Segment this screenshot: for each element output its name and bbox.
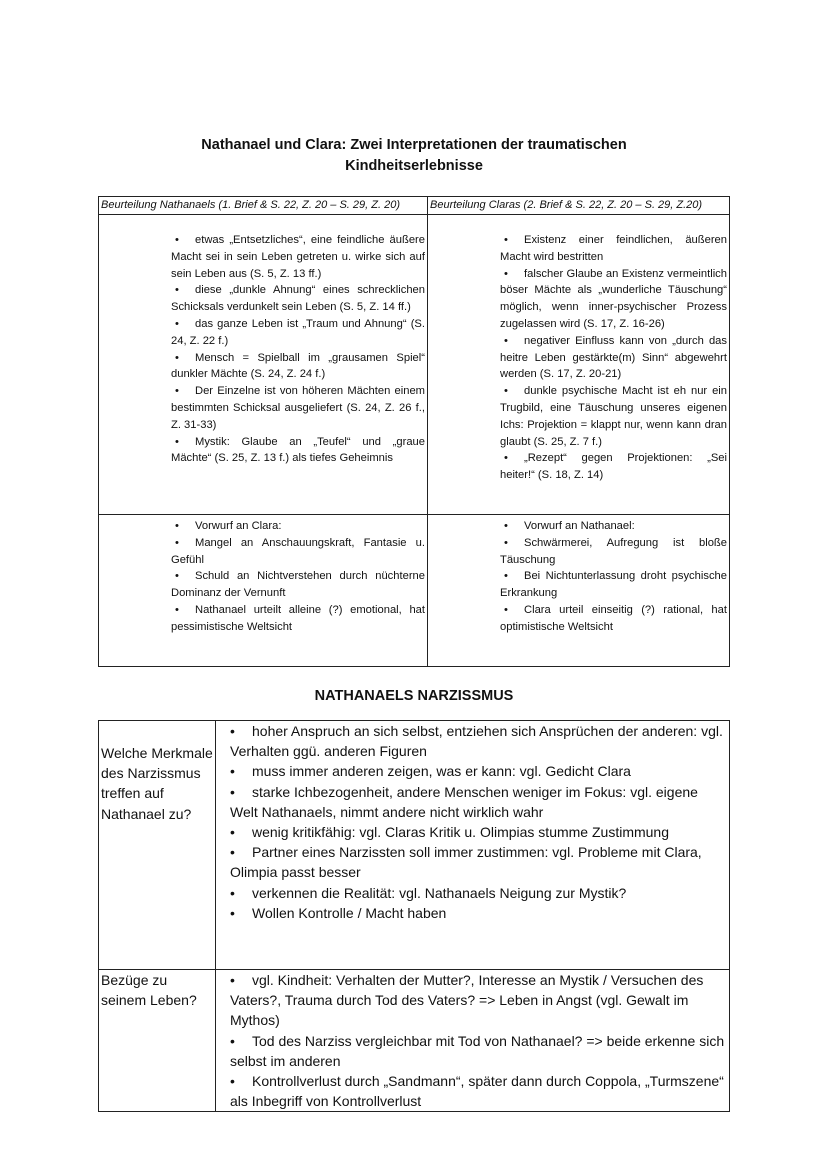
- narcissism-table: [98, 720, 730, 1112]
- list-item: • negativer Einfluss kann von „durch das heitre Leben gestärkte(m) Sinn“ abgewehrt werden (S. 17, Z. 20-21): [500, 334, 727, 381]
- table-row: [99, 215, 730, 515]
- list-item: • das ganze Leben ist „Traum und Ahnung“ (S. 24, Z. 22 f.): [171, 317, 425, 347]
- list-item: • Nathanael urteilt alleine (?) emotional, hat pessimistische Weltsicht: [171, 603, 425, 633]
- list-item: • verkennen die Realität: vgl. Nathanaels Neigung zur Mystik?: [230, 884, 627, 901]
- list-item: • Clara urteil einseitig (?) rational, hat optimistische Weltsicht: [500, 603, 727, 633]
- list-item: • Mensch = Spielball im „grausamen Spiel“ dunkler Mächte (S. 24, Z. 24 f.): [171, 351, 425, 381]
- list-item: • wenig kritikfähig: vgl. Claras Kritik u. Olimpias stumme Zustimmung: [230, 824, 670, 841]
- answer-life: [216, 970, 730, 1112]
- list-item: • hoher Anspruch an sich selbst, entziehen sich Ansprüchen der anderen: vgl. Verhalten ggü. anderen Figuren: [230, 723, 723, 760]
- header-clara: Beurteilung Claras (2. Brief & S. 22, Z. 20 – S. 29, Z.20): [428, 197, 730, 215]
- list-item: • Kontrollverlust durch „Sandmann“, später dann durch Coppola, „Turmszene“ als Inbegriff von Kontrollverlust: [230, 1073, 724, 1110]
- list-item: • Der Einzelne ist von höheren Mächten einem bestimmten Schicksal ausgeliefert (S. 24, Z. 26 f., Z. 31-33): [171, 385, 425, 431]
- list-item: • Schwärmerei, Aufregung ist bloße Täuschung: [500, 536, 727, 566]
- comparison-table: [98, 196, 730, 667]
- page-title-line-1: Nathanael und Clara: Zwei Interpretationen der traumatischen: [201, 137, 627, 153]
- list-item: • falscher Glaube an Existenz vermeintlich böser Mächte als „wunderliche Täuschung“ möglich, wenn inner-psychischer Prozess zugelassen wird (S. 17, Z. 16-26): [500, 267, 727, 330]
- list-item: • etwas „Entsetzliches“, eine feindliche äußere Macht sei in sein Leben getreten u. wirke sich auf sein Leben aus (S. 5, Z. 13 ff.): [171, 234, 425, 280]
- list-item: • muss immer anderen zeigen, was er kann: vgl. Gedicht Clara: [230, 763, 631, 780]
- cell-nathanael-assessment: [99, 215, 428, 515]
- cell-clara-assessment: [428, 215, 730, 515]
- section-title: NATHANAELS NARZISSMUS: [314, 688, 514, 704]
- page-title: [100, 135, 728, 177]
- list-item: • Schuld an Nichtverstehen durch nüchterne Dominanz der Vernunft: [171, 570, 425, 600]
- list-item: • Mystik: Glaube an „Teufel“ und „graue Mächte“ (S. 25, Z. 13 f.) als tiefes Geheimnis: [171, 435, 425, 465]
- table-row: [99, 970, 730, 1112]
- list-item: • Wollen Kontrolle / Macht haben: [230, 904, 447, 921]
- question-traits: Welche Merkmale des Narzissmus treffen auf Nathanael zu?: [99, 721, 216, 970]
- list-item: • starke Ichbezogenheit, andere Menschen weniger im Fokus: vgl. eigene Welt Nathanaels, nimmt andere nicht wirklich wahr: [230, 783, 698, 820]
- list-item: • vgl. Kindheit: Verhalten der Mutter?, Interesse an Mystik / Versuchen des Vaters?, Trauma durch Tod des Vaters? => Leben in Angst (vgl. Gewalt im Mythos): [230, 972, 704, 1029]
- page-title-line-2: Kindheitserlebnisse: [345, 158, 483, 174]
- list-item: • Tod des Narziss vergleichbar mit Tod von Nathanael? => beide erkenne sich selbst im anderen: [230, 1032, 725, 1069]
- list-item: • Existenz einer feindlichen, äußeren Macht wird bestritten: [500, 234, 727, 263]
- list-item: • Mangel an Anschauungskraft, Fantasie u. Gefühl: [171, 536, 425, 566]
- answer-traits: [216, 721, 730, 970]
- list-item: • Vorwurf an Clara:: [175, 520, 282, 532]
- cell-nathanael-reproach: [99, 515, 428, 667]
- question-life: Bezüge zu seinem Leben?: [99, 970, 216, 1112]
- header-nathanael: Beurteilung Nathanaels (1. Brief & S. 22, Z. 20 – S. 29, Z. 20): [99, 197, 428, 215]
- list-item: • „Rezept“ gegen Projektionen: „Sei heiter!“ (S. 18, Z. 14): [500, 452, 727, 482]
- cell-clara-reproach: [428, 515, 730, 667]
- table-header-row: [99, 197, 730, 215]
- list-item: • Vorwurf an Nathanael:: [504, 520, 635, 532]
- table-row: [99, 515, 730, 667]
- list-item: • dunkle psychische Macht ist eh nur ein Trugbild, eine Täuschung unseres eigenen Ichs: Projektion = klappt nur, wenn kann dran glaubt (S. 25, Z. 7 f.): [500, 385, 727, 448]
- list-item: • Partner eines Narzissten soll immer zustimmen: vgl. Probleme mit Clara, Olimpia passt besser: [230, 844, 702, 881]
- list-item: • diese „dunkle Ahnung“ eines schrecklichen Schicksals verdunkelt sein Leben (S. 5, Z. 14 ff.): [171, 284, 425, 314]
- table-row: [99, 721, 730, 970]
- list-item: • Bei Nichtunterlassung droht psychische Erkrankung: [500, 570, 727, 600]
